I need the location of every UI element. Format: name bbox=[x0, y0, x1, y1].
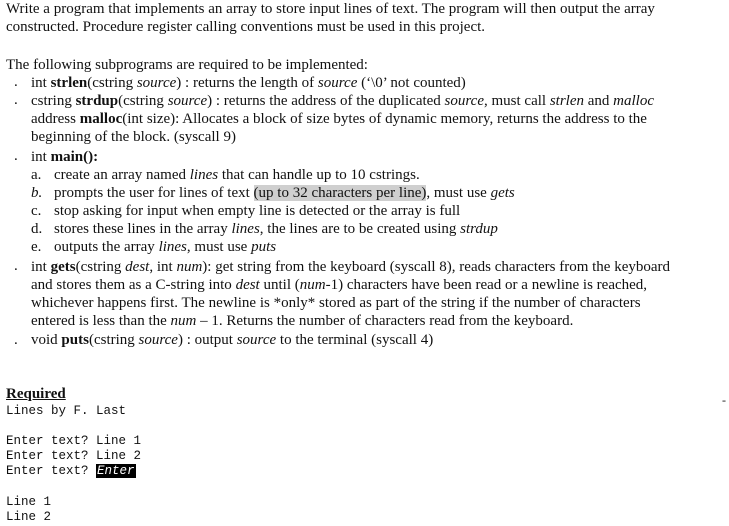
main-heading: int main(): bbox=[31, 149, 99, 165]
console-output-2: Line 2 bbox=[6, 510, 52, 524]
main-item-d: stores these lines in the array lines, the lines are to be created using strdup bbox=[54, 221, 498, 237]
console-output-1: Line 1 bbox=[6, 495, 52, 509]
gets-desc-line-4: entered is less than the num – 1. Returns the number of characters read from the keyboard. bbox=[31, 313, 574, 329]
intro-line-1: Write a program that implements an array to store input lines of text. The program will then output the array bbox=[6, 1, 655, 17]
main-item-a: create an array named lines that can handle up to 10 cstrings. bbox=[54, 167, 420, 183]
edge-mark: - bbox=[722, 393, 726, 407]
strdup-desc-line-1: cstring strdup(cstring source) : returns the address of the duplicated source, must call strlen and malloc bbox=[31, 93, 654, 109]
bullet-main: . bbox=[14, 148, 18, 164]
main-item-e-label: e. bbox=[31, 239, 42, 255]
main-item-b-label: b. bbox=[31, 185, 43, 201]
strdup-desc-line-2: address malloc(int size): Allocates a block of size bytes of dynamic memory, returns the address to the bbox=[31, 111, 647, 127]
strdup-desc-line-3: beginning of the block. (syscall 9) bbox=[31, 129, 236, 145]
gets-desc-line-2: and stores them as a C-string into dest until (num-1) characters have been read or a newline is reached, bbox=[31, 277, 648, 293]
console-prompt-3: Enter text? Enter bbox=[6, 464, 135, 478]
enter-key-marker: Enter bbox=[97, 464, 135, 478]
bullet-strlen: . bbox=[14, 74, 18, 90]
bullet-gets: . bbox=[14, 258, 18, 274]
puts-desc: void puts(cstring source) : output source to the terminal (syscall 4) bbox=[31, 332, 434, 348]
main-item-b: prompts the user for lines of text (up to 32 characters per line), must use gets bbox=[54, 185, 515, 201]
main-item-d-label: d. bbox=[31, 221, 43, 237]
main-item-c: stop asking for input when empty line is detected or the array is full bbox=[54, 203, 461, 219]
gets-desc-line-1: int gets(cstring dest, int num): get string from the keyboard (syscall 8), reads characters from the keyboard bbox=[31, 259, 671, 275]
console-prompt-2: Enter text? Line 2 bbox=[6, 449, 142, 463]
strlen-desc: int strlen(cstring source) : returns the length of source (‘\0’ not counted) bbox=[31, 75, 466, 91]
console-prompt-1: Enter text? Line 1 bbox=[6, 434, 142, 448]
gets-desc-line-3: whichever happens first. The newline is *only* stored as part of the string if the number of characters bbox=[31, 295, 641, 311]
main-item-a-label: a. bbox=[31, 167, 42, 183]
main-item-c-label: c. bbox=[31, 203, 42, 219]
subprograms-heading: The following subprograms are required to be implemented: bbox=[6, 57, 368, 73]
main-item-e: outputs the array lines, must use puts bbox=[54, 239, 277, 255]
console-byline: Lines by F. Last bbox=[6, 404, 127, 418]
bullet-puts: . bbox=[14, 332, 18, 348]
bullet-strdup: . bbox=[14, 92, 18, 108]
required-heading: Required bbox=[6, 386, 66, 402]
highlighted-text: (up to 32 characters per line) bbox=[253, 185, 427, 201]
intro-line-2: constructed. Procedure register calling conventions must be used in this project. bbox=[6, 19, 486, 35]
